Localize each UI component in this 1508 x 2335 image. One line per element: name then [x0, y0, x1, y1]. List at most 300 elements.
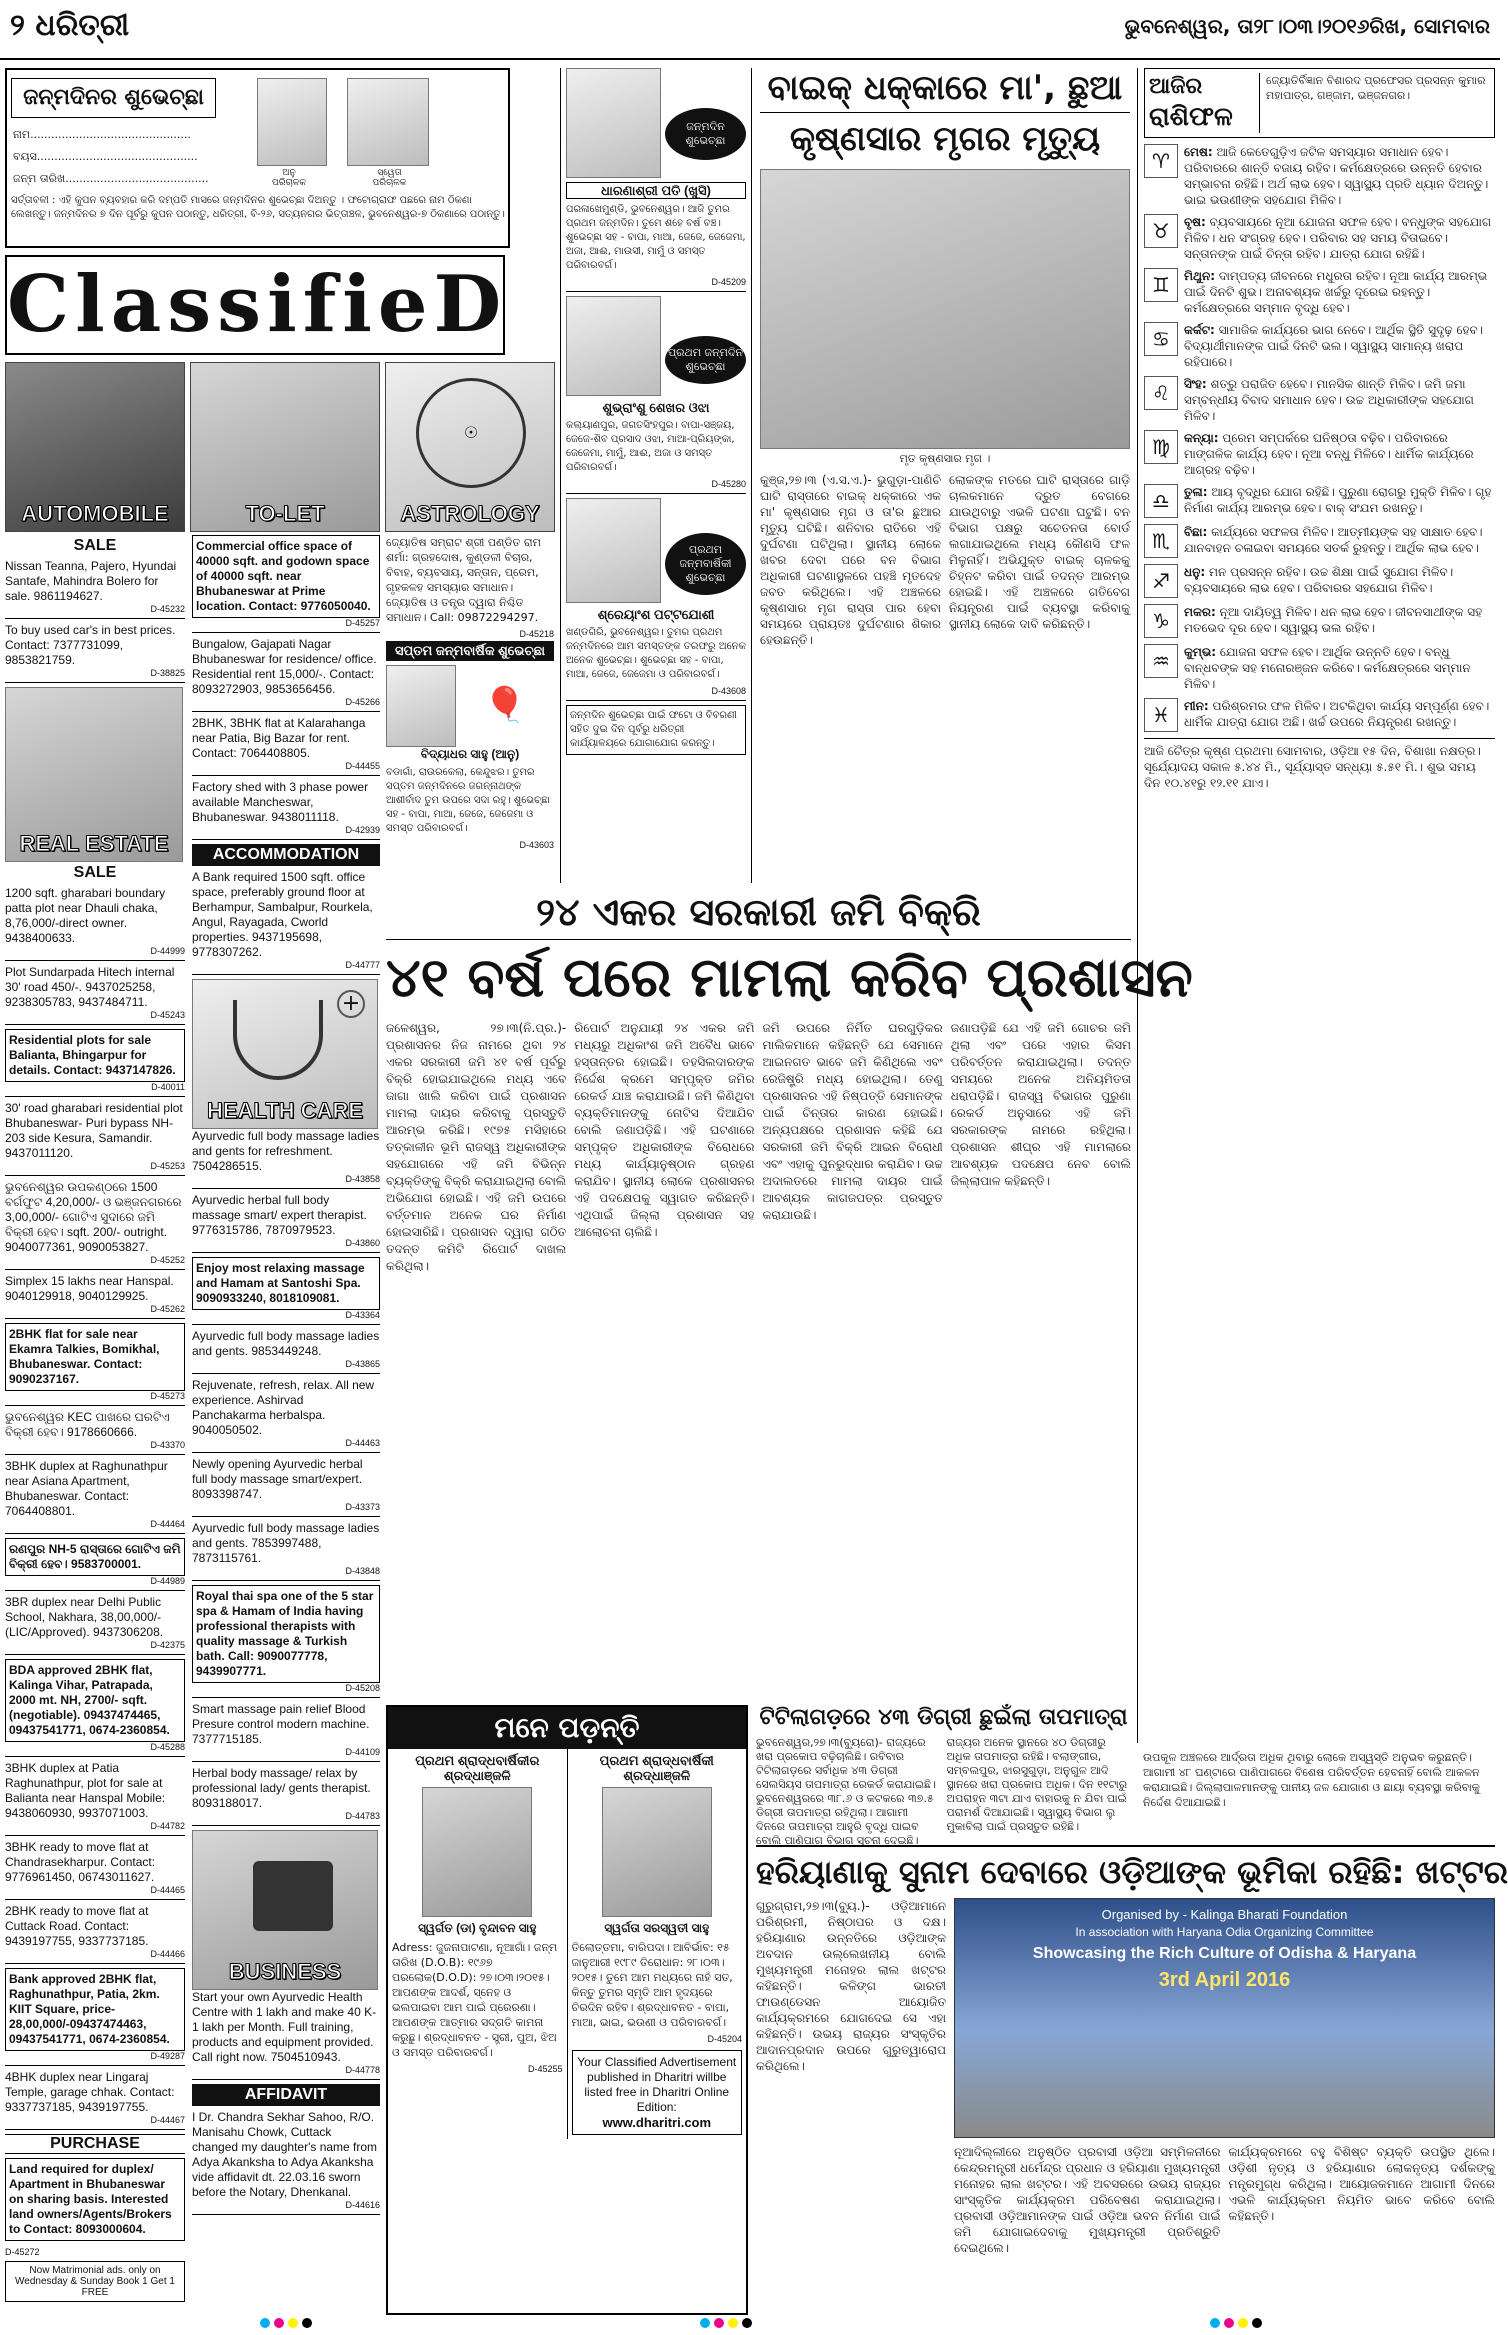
ad-text: Simplex 15 lakhs near Hanspal. 9040129918, 9040129925. [5, 1274, 174, 1303]
coupon-field-date[interactable]: ଜନ୍ମ ତାରିଖ......................................... [13, 172, 209, 185]
zodiac-icon: ♋ [1144, 322, 1178, 356]
zodiac-text-wrap [1184, 484, 1495, 518]
classified-ad [192, 1257, 380, 1325]
healthcare-ads [192, 1129, 380, 1826]
realestate-image [5, 687, 183, 862]
ad-divider [5, 1963, 185, 1964]
memorial1-code: D-45255 [527, 2064, 563, 2074]
ad-text: Nissan Teanna, Pajero, Hyundai Santafe, Mahindra Bolero for sale. 9861194627. [5, 559, 177, 603]
astrology-code: D-45218 [519, 629, 554, 639]
haryana-headline: ହରିୟାଣାକୁ ସୁନାମ ଦେବାରେ ଓଡ଼ିଆଙ୍କ ଭୂମିକା ରହିଛି: ଖଟ୍ଟର [756, 1853, 1508, 1891]
classified-ad [5, 1180, 185, 1270]
ad-divider [192, 1252, 380, 1253]
zodiac-icon: ♊ [1144, 268, 1178, 302]
zodiac-name: ସିଂହ: [1184, 377, 1207, 391]
astrology-ad: ଜ୍ୟୋତିଷ ସମ୍ରାଟ ଶ୍ରୀ ପଣ୍ଡିତ ରାମ ଶର୍ମା: ଗ୍ରହଦୋଷ, କୁଣ୍ଡଳୀ ବିଚାର, ବିବାହ, ବ୍ୟବସାୟ, ସନ୍ତାନ, ପ୍ରେମ, ଗୃହକଳହ ସମସ୍ୟାର ସମାଧାନ। ଜ୍ୟୋତିଷ ଓ ତନ୍ତ୍ର ଦ୍ୱାରା ନିଶ୍ଚିତ ସମାଧାନ। Call: 09872294297. [386, 536, 541, 624]
ad-text: ଭୁବନେଶ୍ୱର ଉପକଣ୍ଠରେ 1500 ବର୍ଗଫୁଟ 4,20,000/- ଓ ଭଞ୍ଜନଗରରେ 3,00,000/- ଗୋଟିଏ ସୁଦାରେ ଜମି ବିକ୍ରୀ ହେବ। sqft. 200/- outright. 9040077361, 9090053827. [5, 1180, 182, 1254]
zodiac-icon: ♒ [1144, 644, 1178, 678]
realestate-ads [5, 886, 185, 2130]
ad-divider [192, 1452, 380, 1453]
automobile-ads [5, 559, 185, 683]
ad-divider [192, 775, 380, 776]
baby-photo-3 [566, 498, 661, 603]
ad-text: 4BHK duplex near Lingaraj Temple, garage chhak. Contact: 9337737185, 9439197755. [5, 2070, 175, 2114]
stethoscope-icon [233, 1000, 323, 1080]
ad-code: D-43364 [345, 1310, 380, 1320]
coupon-title: ଜନ୍ମଦିନର ଶୁଭେଚ୍ଛା [11, 78, 216, 118]
zodiac-text-wrap [1184, 214, 1495, 262]
sale-heading-2: SALE [73, 864, 117, 881]
masthead [0, 0, 1500, 60]
ad-text: ରଣପୁର NH-5 ରାସ୍ତାରେ ଗୋଟିଏ ଜମି ବିକ୍ରୀ ହେବ। 9583700001. [5, 1538, 185, 1576]
ad-text: Smart massage pain relief Blood Presure control modern machine. 7377715185. [192, 1702, 370, 1746]
ad-code: D-43865 [345, 1359, 380, 1369]
zodiac-prediction: ବ୍ୟବସାୟରେ ନୂଆ ଯୋଜନା ସଫଳ ହେବ। ବନ୍ଧୁଙ୍କ ସହଯୋଗ ମିଳିବ। ଧନ ସଂଗ୍ରହ ହେବ। ପରିବାର ସହ ସମୟ ବିତାଇବେ। ସନ୍ତାନଙ୍କ ପାଇଁ ଚିନ୍ତା ରହିବ। ଯାତ୍ରା ଯୋଗ ରହିଛି। [1184, 215, 1492, 261]
ad-code: D-45262 [150, 1304, 185, 1314]
ad-divider [5, 1175, 185, 1176]
ad-code: D-45288 [150, 1742, 185, 1752]
affidavit-ads [192, 2110, 380, 2215]
classified-ad [5, 1029, 185, 1097]
zodiac-prediction: ପ୍ରେମ ସମ୍ପର୍କରେ ଘନିଷ୍ଠତା ବଢ଼ିବ। ପରିବାରରେ ମାଙ୍ଗଳିକ କାର୍ଯ୍ୟ ହେବ। ନୂଆ ବନ୍ଧୁ ମିଳିବେ। ଧାର୍ମିକ କାର୍ଯ୍ୟରେ ଆଗ୍ରହ ବଢ଼ିବ। [1184, 431, 1474, 477]
zodiac-sign [1144, 484, 1495, 518]
matrimonial-note: Now Matrimonial ads. only on Wednesday & Sunday Book 1 Get 1 FREE [5, 2261, 185, 2302]
ad-code: D-45208 [345, 1683, 380, 1693]
haryana-left-column: ଗୁରୁଗ୍ରାମ,୨୭।୩(ବ୍ୟୁ.)- ଓଡ଼ିଆମାନେ ପରିଶ୍ରମୀ, ନିଷ୍ଠାପର ଓ ଦକ୍ଷ। ହରିୟାଣାର ଉନ୍ନତିରେ ଓଡ଼ିଆଙ୍କ ଅବଦାନ ଉଲ୍ଲେଖନୀୟ ବୋଲି ମୁଖ୍ୟମନ୍ତ୍ରୀ ମନୋହର ଲାଲ ଖଟ୍ଟର କହିଛନ୍ତି। କଳିଙ୍ଗ ଭାରତୀ ଫାଉଣ୍ଡେସନ ଆୟୋଜିତ କାର୍ଯ୍ୟକ୍ରମରେ ଯୋଗଦେଇ ସେ ଏହା କହିଛନ୍ତି। ଉଭୟ ରାଜ୍ୟର ସଂସ୍କୃତିର ଆଦାନପ୍ରଦାନ ଉପରେ ଗୁରୁତ୍ୱାରୋପ କରିଥିଲେ। [756, 1899, 946, 2073]
classified-ad [192, 1990, 380, 2080]
zodiac-prediction: ସାମାଜିକ କାର୍ଯ୍ୟରେ ଭାଗ ନେବେ। ଆର୍ଥିକ ସ୍ଥିତି ସୁଦୃଢ଼ ହେବ। ବିଦ୍ୟାର୍ଥୀମାନଙ୍କ ପାଇଁ ଦିନଟି ଭଲ। ସ୍ୱାସ୍ଥ୍ୟ ସାମାନ୍ୟ ଖରାପ ରହିପାରେ। [1184, 323, 1484, 369]
accommodation-heading: ACCOMMODATION [192, 844, 380, 866]
zodiac-prediction: ପରିଶ୍ରମର ଫଳ ମିଳିବ। ଅଟକିଥିବା କାର୍ଯ୍ୟ ସମ୍ପୂର୍ଣ୍ଣ ହେବ। ଧାର୍ମିକ ଯାତ୍ରା ଯୋଗ ଅଛି। ଖର୍ଚ୍ଚ ଉପରେ ନିୟନ୍ତ୍ରଣ ରଖନ୍ତୁ। [1184, 699, 1490, 729]
horoscope-title-1: ଆଜିର [1149, 74, 1203, 99]
classified-column-1 [5, 535, 185, 2315]
ad-divider [192, 1580, 380, 1581]
wish1-name: ଧାରଣାଶ୍ରୀ ପତି (ଖୁସି) [566, 182, 746, 199]
accommodation-ads [192, 870, 380, 975]
zodiac-prediction: ମନ ପ୍ରସନ୍ନ ରହିବ। ଉଚ୍ଚ ଶିକ୍ଷା ପାଇଁ ସୁଯୋଗ ମିଳିବ। ବ୍ୟବସାୟରେ ଲାଭ ହେବ। ପରିବାରର ସହଯୋଗ ମିଳିବ। [1184, 565, 1454, 595]
ad-divider [192, 839, 380, 840]
zodiac-name: କୁମ୍ଭ: [1184, 645, 1217, 659]
zodiac-sign [1144, 564, 1495, 598]
land-body-column: ଜଳେଶ୍ୱର, ୨୭।୩(ନି.ପ୍ର.)- ପ୍ରଶାସନର ନିଜ ନାମରେ ଥିବା ୨୪ ଏକର ସରକାରୀ ଜମି ୪୧ ବର୍ଷ ପୂର୍ବରୁ ବିକ୍ରି ହୋଇଯାଇଥିଲେ ମଧ୍ୟ ଏବେ ଜାଗା ଖାଲି କରିବା ପାଇଁ ପ୍ରଶାସନ ମାମଲା ଦାୟର କରିବାକୁ ପ୍ରସ୍ତୁତି ଆରମ୍ଭ କରିଛି। ୧୯୭୫ ମସିହାରେ ତତ୍କାଳୀନ ଭୂମି ରାଜସ୍ୱ ଅଧିକାରୀଙ୍କ ସହଯୋଗରେ ଏହି ଜମି ବିଭିନ୍ନ ବ୍ୟକ୍ତିଙ୍କୁ ବିକ୍ରି କରାଯାଇଥିଲା ବୋଲି ଅଭିଯୋଗ ହୋଇଛି। ଏହି ଜମି ଉପରେ ବର୍ତ୍ତମାନ ଅନେକ ଘର ନିର୍ମାଣ ହୋଇସାରିଛି। ପ୍ରଶାସନ ଦ୍ୱାରା ଗଠିତ ତଦନ୍ତ କମିଟି ରିପୋର୍ଟ ଦାଖଲ କରିଥିଲା। [386, 1021, 567, 1273]
woman-portrait [602, 1787, 712, 1917]
ad-text: ଭୁବନେଶ୍ୱର KEC ପାଖରେ ଘରଟିଏ ବିକ୍ରୀ ହେବ। 9178660666. [5, 1410, 170, 1439]
memorial1-text: Adress: ଜୁଜନାପାଟଣା, ନୂଆଗାଁ। ଜନ୍ମ ତାରିଖ (D.O.B): ୧୯୬୭ ପରଲୋକ(D.O.D): ୨୭।୦୩।୨୦୧୫। ଆପଣଙ୍କ ଆଦର୍ଶ, ସ୍ନେହ ଓ ଭଲପାଇବା ଆମ ପାଇଁ ପ୍ରେରଣା। ଆପଣଙ୍କ ଆତ୍ମାର ସଦ୍ଗତି କାମନା କରୁଛୁ। ଶ୍ରଦ୍ଧାବନତ - ସ୍ତ୍ରୀ, ପୁଅ, ଝିଅ ଓ ସମସ୍ତ ପରିବାରବର୍ଗ। [392, 1941, 558, 2059]
haryana-story [756, 1845, 1508, 2315]
ad-text: 3BR duplex near Delhi Public School, Nakhara, 38,00,000/- (LIC/Approved). 9437306208. [5, 1595, 164, 1639]
classified-ad [5, 1761, 185, 1836]
astrology-image [385, 362, 555, 532]
ad-divider [192, 974, 380, 975]
registration-mark [728, 2318, 738, 2328]
classified-ad [192, 637, 380, 712]
classified-ad [5, 1968, 185, 2066]
zodiac-icon: ♈ [1144, 144, 1178, 178]
zodiac-icon: ♌ [1144, 376, 1178, 410]
ad-text: Rejuvenate, refresh, relax. All new experience. Ashirvad Panchakarma herbalspa. 9040050502. [192, 1378, 375, 1437]
ad-divider [5, 618, 185, 619]
heat-body-continued: ଉପକୂଳ ଅଞ୍ଚଳରେ ଆର୍ଦ୍ରତା ଅଧିକ ଥିବାରୁ ଲୋକେ ଅସ୍ୱସ୍ତି ଅନୁଭବ କରୁଛନ୍ତି। ଆଗାମୀ ୪୮ ଘଣ୍ଟାରେ ପାଣିପାଗରେ ବିଶେଷ ପରିବର୍ତ୍ତନ ହେବନାହିଁ ବୋଲି ଆକଳନ କରାଯାଇଛି। ଜିଲ୍ଲାପାଳମାନଙ୍କୁ ପାନୀୟ ଜଳ ଯୋଗାଣ ଓ ଛାୟା ବ୍ୟବସ୍ଥା କରିବାକୁ ନିର୍ଦ୍ଦେଶ ଦିଆଯାଇଛି। [1143, 1751, 1480, 1809]
ad-code: D-45232 [150, 604, 185, 614]
deer-story [760, 68, 1130, 883]
ad-divider [5, 1096, 185, 1097]
zodiac-text-wrap [1184, 644, 1495, 692]
ad-code: D-42375 [150, 1640, 185, 1650]
seventh-birthday-text: ବଡାଗାଁ, ରାଉରକେଲା, କେନ୍ଦୁଝର। ତୁମର ସପ୍ତମ ଜନ୍ମଦିନରେ ଜଗନ୍ନାଥଙ୍କ ଆଶୀର୍ବାଦ ତୁମ ଉପରେ ସଦା ରହୁ। ଶୁଭେଚ୍ଛା ସହ - ବାପା, ମାଆ, ଜେଜେ, ଜେଜେମା ଓ ସମସ୍ତ ପରିବାରବର୍ଗ। [386, 767, 550, 834]
ad-code: D-45252 [150, 1255, 185, 1265]
ad-divider [5, 1318, 185, 1319]
classified-ad [192, 1129, 380, 1189]
ad-text: 3BHK duplex at Raghunathpur near Asiana Apartment, Bhubaneswar. Contact: 7064408801. [5, 1459, 168, 1518]
zodiac-name: ବୃଷ: [1184, 215, 1206, 229]
ad-divider [192, 2079, 380, 2080]
tolet-ads [192, 535, 380, 840]
zodiac-sign [1144, 698, 1495, 732]
ad-code: D-44466 [150, 1949, 185, 1959]
heat-story [756, 1705, 1131, 1847]
ad-code: D-49287 [150, 2051, 185, 2061]
seventh-birthday-code: D-43603 [519, 840, 554, 850]
zodiac-sign [1144, 604, 1495, 638]
wish1-text: ପରଳାଖେମୁଣ୍ଡି, ଭୁବନେଶ୍ୱର। ଆଜି ତୁମର ପ୍ରଥମ ଜନ୍ମଦିନ। ତୁମେ ଶହେ ବର୍ଷ ବଞ୍ଚ। ଶୁଭେଚ୍ଛା ସହ - ବାପା, ମାଆ, ଜେଜେ, ଜେଜେମା, ଅଜା, ଆଈ, ମାଉସୀ, ମାମୁଁ ଓ ସମସ୍ତ ପରିବାରବର୍ଗ। [566, 204, 746, 271]
zodiac-sign [1144, 644, 1495, 692]
photo-caption-2: ସ୍ୱେତା ପରିଚାଳକ [372, 168, 407, 188]
ad-code: D-44465 [150, 1885, 185, 1895]
classified-ad [5, 1904, 185, 1964]
classified-ad [5, 1274, 185, 1319]
wish2-heading: ପ୍ରଥମ ଜନ୍ମଦିନ ଶୁଭେଚ୍ଛା [665, 336, 746, 384]
ad-divider [5, 1454, 185, 1455]
zodiac-prediction: ନୂଆ ଦାୟିତ୍ୱ ମିଳିବ। ଧନ ଲାଭ ହେବ। ଜୀବନସାଥୀଙ୍କ ସହ ମତଭେଦ ଦୂର ହେବ। ସ୍ୱାସ୍ଥ୍ୟ ଭଲ ରହିବ। [1184, 605, 1483, 635]
medical-cross-icon: + [337, 990, 365, 1018]
zodiac-wheel-icon: ☉ [416, 378, 526, 488]
ad-code: D-40011 [151, 1082, 185, 1092]
ad-divider [5, 960, 185, 961]
horoscope-footer: ଆଜି ଚୈତ୍ର କୃଷ୍ଣ ପ୍ରଥମା ସୋମବାର, ଓଡ଼ିଆ ୧୫ ଦିନ, ବିଶାଖା ନକ୍ଷତ୍ର। ସୂର୍ଯ୍ୟୋଦୟ ସକାଳ ୫.୪୪ ମି., ସୂର୍ଯ୍ୟାସ୍ତ ସନ୍ଧ୍ୟା ୫.୫୧ ମି.। ଶୁଭ ସମୟ ଦିନ ୧୦.୪୧ରୁ ୧୨.୧୧ ଯାଏ। [1144, 738, 1495, 791]
ad-text: Bungalow, Gajapati Nagar Bhubaneswar for residence/ office. Residential rent 15,000/-. Contact: 8093272903, 9853656456. [192, 637, 377, 696]
child-photo-2 [347, 78, 429, 166]
zodiac-name: ମେଷ: [1184, 145, 1213, 159]
classified-column-2 [192, 535, 380, 2315]
ad-divider [192, 1373, 380, 1374]
birthday-coupon [5, 68, 510, 248]
ad-code: D-44616 [345, 2200, 380, 2210]
deer-body-col-2: ଲୋକଙ୍କ ମତରେ ଘାଟି ରାସ୍ତାରେ ଗାଡ଼ି ଚାଲକମାନେ ଦ୍ରୁତ ବେଗରେ ଯାଉଥିବାରୁ ଏଭଳି ଘଟଣା ଘଟୁଛି। ବନ ବିଭାଗ ପକ୍ଷରୁ ସଚେତନତା ବୋର୍ଡ ଲଗାଯାଇଥିଲେ ମଧ୍ୟ କୌଣସି ଫଳ ମିଳୁନାହିଁ। ଅଭିଯୁକ୍ତ ବାଇକ୍ ଚାଳକକୁ ଚିହ୍ନଟ କରିବା ପାଇଁ ତଦନ୍ତ ଆରମ୍ଭ ହୋଇଛି। ଏହି ଅଞ୍ଚଳରେ ଗତିବେଗ ନିୟନ୍ତ୍ରଣ ପାଇଁ ବ୍ୟବସ୍ଥା କରିବାକୁ ସ୍ଥାନୀୟ ଲୋକେ ଦାବି କରିଛନ୍ତି। [949, 473, 1130, 631]
purchase-heading: PURCHASE [5, 2134, 185, 2154]
registration-mark [274, 2318, 284, 2328]
baby-photo-1 [566, 68, 661, 178]
tolet-image [190, 362, 380, 532]
ad-divider [5, 1756, 185, 1757]
ad-text: Ayurvedic full body massage ladies and gents. 7853997488, 7873115761. [192, 1521, 380, 1565]
ad-text: Newly opening Ayurvedic herbal full body massage smart/expert. 8093398747. [192, 1457, 363, 1501]
land-body-column: ଜମି ଉପରେ ନିର୍ମିତ ଘରଗୁଡ଼ିକର ମାଲିକମାନେ କହିଛନ୍ତି ଯେ ସେମାନେ ଆଇନଗତ ଭାବେ ଜମି କିଣିଥିଲେ ଏବଂ ରେଜିଷ୍ଟ୍ରି ମଧ୍ୟ ହୋଇଥିଲା। ତେଣୁ ପ୍ରଶାସନର ଏହି ନିଷ୍ପତ୍ତି ସେମାନଙ୍କ ପାଇଁ ଚିନ୍ତାର କାରଣ ହୋଇଛି। ଅନ୍ୟପକ୍ଷରେ ପ୍ରଶାସନ କହିଛି ଯେ ସରକାରୀ ଜମି ବିକ୍ରି ଆଇନ ବିରୋଧୀ ଏବଂ ଏହାକୁ ପୁନରୁଦ୍ଧାର କରାଯିବ। ଉଚ୍ଚ ଅଦାଲତରେ ମାମଲା ଦାୟର ପାଇଁ ଆବଶ୍ୟକ କାଗଜପତ୍ର ପ୍ରସ୍ତୁତ କରାଯାଉଛି। [762, 1021, 943, 1222]
zodiac-prediction: ଆଜି କେତେଗୁଡ଼ିଏ ଜଟିଳ ସମସ୍ୟାର ସମାଧାନ ହେବ। ପରିବାରରେ ଶାନ୍ତି ବଜାୟ ରହିବ। କର୍ମକ୍ଷେତ୍ରରେ ଉନ୍ନତି ହେବାର ସମ୍ଭାବନା ରହିଛି। ଅର୍ଥ ଲାଭ ହେବ। ସ୍ୱାସ୍ଥ୍ୟ ପ୍ରତି ଧ୍ୟାନ ଦିଅନ୍ତୁ। ଭାଇ ଭଉଣୀଙ୍କ ସହଯୋଗ ମିଳିବ। [1184, 145, 1489, 207]
zodiac-icon: ♐ [1144, 564, 1178, 598]
ad-text: 3BHK duplex at Patia Raghunathpur, plot for sale at Balianta near Hanspal Mobile: 9438060930, 9937071003. [5, 1761, 166, 1820]
ad-text: I Dr. Chandra Sekhar Sahoo, R/O. Manisahu Chowk, Cuttack changed my daughter's name from Adya Akanksha to Adya Akanksha vide affidavit dt. 22.03.16 sworn before the Notary, Dhenkanal. [192, 2110, 378, 2199]
classified-ad [5, 1595, 185, 1655]
zodiac-text-wrap [1184, 698, 1495, 732]
sale-heading: SALE [73, 537, 117, 554]
classified-ad [5, 1538, 185, 1591]
ad-text: Ayurvedic full body massage ladies and gents for refreshment. 7504286515. [192, 1129, 380, 1173]
ad-text: Start your own Ayurvedic Health Centre with 1 lakh and make 40 K-1 lakh per Month. Full training, products and equipment provided. Call right now. 7504510943. [192, 1990, 377, 2064]
ad-code: D-43373 [345, 1502, 380, 1512]
classified-ad [192, 1193, 380, 1253]
zodiac-sign [1144, 430, 1495, 478]
classified-ad [192, 1329, 380, 1374]
banner-line-3: Showcasing the Rich Culture of Odisha & Haryana [1032, 1945, 1417, 1962]
classified-ad [5, 886, 185, 961]
deer-headline-1: ବାଇକ୍ ଧକ୍କାରେ ମା', ଛୁଆ [760, 68, 1130, 113]
ad-code: D-44467 [150, 2115, 185, 2125]
ad-divider [192, 1516, 380, 1517]
ad-code: D-45266 [345, 697, 380, 707]
ad-code: D-44109 [345, 1747, 380, 1757]
healthcare-image [192, 979, 378, 1129]
classified-ad [5, 1459, 185, 1534]
event-banner-photo [954, 1898, 1495, 2138]
zodiac-icon: ♏ [1144, 524, 1178, 558]
ad-text: Plot Sundarpada Hitech internal 30' road 450/-. 9437025258, 9238305783, 9437484711. [5, 965, 175, 1009]
coupon-conditions: ସର୍ତ୍ତାବଳୀ : ଏହି କୁପନ ବ୍ୟବହାର କରି ଦମ୍ପତି ମାସରେ ଜନ୍ମଦିନର ଶୁଭେଚ୍ଛା ଦିଅନ୍ତୁ । ଫଟୋଗ୍ରାଫ ପଛରେ ନାମ ଠିକଣା ଲେଖନ୍ତୁ। ଜନ୍ମଦିନର ୭ ଦିନ ପୂର୍ବରୁ କୁପନ ପଠାନ୍ତୁ, ଧରିତ୍ରୀ, ବି-୨୬, ସତ୍ୟନଗର ଭିତ୍ତାଞ୍ଚଳ, ଭୁବନେଶ୍ୱର-୭ ଠିକଣାରେ ପଠାନ୍ତୁ। [11, 195, 505, 220]
haryana-body-col-2: କାର୍ଯ୍ୟକ୍ରମରେ ବହୁ ବିଶିଷ୍ଟ ବ୍ୟକ୍ତି ଉପସ୍ଥିତ ଥିଲେ। ଓଡ଼ିଶୀ ନୃତ୍ୟ ଓ ହରିୟାଣାର ଲୋକନୃତ୍ୟ ଦର୍ଶକଙ୍କୁ ମନ୍ତ୍ରମୁଗ୍ଧ କରିଥିଲା। ଆୟୋଜକମାନେ ଆଗାମୀ ଦିନରେ ଏଭଳି କାର୍ଯ୍ୟକ୍ରମ ନିୟମିତ ଭାବେ କରିବେ ବୋଲି କହିଛନ୍ତି। [1228, 2145, 1495, 2223]
ad-code: D-43858 [345, 1174, 380, 1184]
classified-title: ClassifieD [5, 255, 505, 355]
ad-code: D-44999 [150, 946, 185, 956]
child-photo-1 [257, 78, 327, 166]
man-portrait [422, 1787, 532, 1917]
banner-line-1: Organised by - Kalinga Bharati Foundation [1101, 1907, 1348, 1922]
wish2-name: ଶୁଭ୍ରାଂଶୁ ଶେଖର ଓଝା [602, 400, 710, 415]
zodiac-sign [1144, 322, 1495, 370]
zodiac-text-wrap [1184, 144, 1495, 208]
banner-line-4: 3rd April 2016 [1158, 1969, 1291, 1991]
wish3-name: ଶ୍ରେୟାଂଶ ପଟ୍ଟଯୋଶୀ [597, 607, 715, 622]
seventh-birthday-name: ବିଦ୍ୟାଧର ସାହୁ (ଆନୁ) [420, 747, 520, 761]
ad-text: A Bank required 1500 sqft. office space, preferably ground floor at Berhampur, Sambalpur, Rourkela, Angul, Rayagada, Cworld properties. 9437195698, 9778307262. [192, 870, 373, 959]
ad-code: D-45273 [150, 1391, 185, 1401]
zodiac-icon: ♍ [1144, 430, 1178, 464]
memorial-section [386, 1705, 748, 2315]
ad-code: D-44455 [345, 761, 380, 771]
ad-text: Commercial office space of 40000 sqft. and godown space of 40000 sqft. near Bhubaneswar at Prime location. Contact: 9776050040. [192, 535, 380, 618]
zodiac-signs-list [1144, 144, 1495, 732]
deer-body-col-1: କୁଞ୍ଜ,୨୭।୩ (ଏ.ସ.ଏ.)- ଭୁଗୁଡ଼ା-ପାଣିଚି ଘାଟି ରାସ୍ତାରେ ବାଇକ୍ ଧକ୍କାରେ ଏକ ମା' କୃଷ୍ଣସାର ମୃଗ ଓ ତା'ର ଛୁଆର ମୃତ୍ୟୁ ଘଟିଛି। ଶନିବାର ରାତିରେ ଏହି ଦୁର୍ଘଟଣା ଘଟିଥିଲା। ସ୍ଥାନୀୟ ଲୋକେ ଖବର ଦେବା ପରେ ବନ ବିଭାଗ ଅଧିକାରୀ ଘଟଣାସ୍ଥଳରେ ପହଞ୍ଚି ମୃତଦେହ ଜବତ କରିଥିଲେ। ଏହି ଅଞ୍ଚଳରେ କୃଷ୍ଣସାର ମୃଗ ରାସ୍ତା ପାର ହେବା ସମୟରେ ପ୍ରାୟତଃ ଦୁର୍ଘଟଣାର ଶିକାର ହେଉଛନ୍ତି। [760, 473, 941, 647]
coupon-field-age[interactable]: ବୟସ.............................................. [13, 150, 198, 163]
ad-divider [5, 2129, 185, 2130]
zodiac-sign [1144, 268, 1495, 316]
ad-text: 3BHK ready to move flat at Chandrasekharpur. Contact: 9776961450, 06743011627. [5, 1840, 156, 1884]
classified-ad [5, 559, 185, 619]
zodiac-prediction: ଶତ୍ରୁ ପରାଜିତ ହେବେ। ମାନସିକ ଶାନ୍ତି ମିଳିବ। ଜମି ଜମା ସମ୍ବନ୍ଧୀୟ ବିବାଦ ସମାଧାନ ହେବ। ଉଚ୍ଚ ଅଧିକାରୀଙ୍କ ସହଯୋଗ ମିଳିବ। [1184, 377, 1474, 423]
classified-ad [192, 1702, 380, 1762]
coupon-field-name[interactable]: ନାମ.............................................. [13, 128, 191, 141]
business-image [192, 1830, 378, 1990]
ad-divider [192, 1697, 380, 1698]
birthday-wishes-column [560, 68, 752, 883]
classified-ad [192, 716, 380, 776]
deer-photo-caption: ମୃତ କୃଷ୍ଣସାର ମୃଗ । [899, 452, 991, 465]
boy-photo [386, 665, 456, 747]
zodiac-name: ତୁଳା: [1184, 485, 1208, 499]
heat-body [756, 1736, 1131, 1852]
zodiac-name: କନ୍ୟା: [1184, 431, 1219, 445]
ad-text: To buy used car's in best prices. Contact: 7377731099, 9853821759. [5, 623, 176, 667]
heat-body-column: ଭୁବନେଶ୍ୱର,୨୭।୩(ବ୍ୟୁରୋ)- ରାଜ୍ୟରେ ଖରା ପ୍ରକୋପ ବଢ଼ିଚାଲିଛି। ରବିବାର ଟିଟିଲାଗଡ଼ରେ ସର୍ବାଧିକ ୪୩ ଡିଗ୍ରୀ ସେଲସିୟସ ତାପମାତ୍ରା ରେକର୍ଡ କରାଯାଇଛି। ଭୁବନେଶ୍ୱରରେ ୩୮.୬ ଓ କଟକରେ ୩୭.୫ ଡିଗ୍ରୀ ତାପମାତ୍ରା ରହିଥିଲା। ଆଗାମୀ ଦିନରେ ତାପମାତ୍ରା ଆହୁରି ବୃଦ୍ଧି ପାଇବ ବୋଲି ପାଣିପାଗ ବିଭାଗ ସୂଚନା ଦେଇଛି। [756, 1736, 936, 1847]
wish2-text: କଲ୍ୟାଣପୁର, ଜଗତସିଂହପୁର। ବାପା-ସଞ୍ଜୟ, ଜେଜେ-ଶିବ ପ୍ରସାଦ ଓଝା, ମାଆ-ପ୍ରିୟଙ୍କା, ଜେଜେମା, ମାମୁଁ, ଆଈ, ଅଜା ଓ ସମସ୍ତ ପରିବାରବର୍ଗ। [566, 420, 735, 473]
zodiac-prediction: କାର୍ଯ୍ୟରେ ସଫଳତା ମିଳିବ। ଆତ୍ମୀୟଙ୍କ ସହ ସାକ୍ଷାତ ହେବ। ଯାନବାହନ ଚଳାଇବା ସମୟରେ ସତର୍କ ରୁହନ୍ତୁ। ଆର୍ଥିକ ଲାଭ ହେବ। [1184, 525, 1483, 555]
ad-code: D-45243 [150, 1010, 185, 1020]
zodiac-prediction: ଦାମ୍ପତ୍ୟ ଜୀବନରେ ମଧୁରତା ରହିବ। ନୂଆ କାର୍ଯ୍ୟ ଆରମ୍ଭ ପାଇଁ ଦିନଟି ଶୁଭ। ଅନାବଶ୍ୟକ ଖର୍ଚ୍ଚରୁ ଦୂରେଇ ରହନ୍ତୁ। କର୍ମକ୍ଷେତ୍ରରେ ସମ୍ମାନ ବୃଦ୍ଧି ହେବ। [1184, 269, 1488, 315]
registration-mark [302, 2318, 312, 2328]
deer-headline-2: କୃଷ୍ଣସାର ମୃଗର ମୃତ୍ୟୁ [789, 119, 1101, 159]
photo-caption-1: ଅନୁ ପରିଚାଳକ [272, 168, 306, 188]
wish1-heading: ଜନ୍ମଦିନ ଶୁଭେଚ୍ଛା [665, 108, 746, 160]
memorial1-heading: ପ୍ରଥମ ଶ୍ରାଦ୍ଧବାର୍ଷିକୀର ଶ୍ରଦ୍ଧାଞ୍ଜଳି [415, 1753, 540, 1783]
ad-text: 30' road gharabari residential plot Bhubaneswar- Puri bypass NH-203 side Kesura, Samandir. 9437011120. [5, 1101, 183, 1160]
zodiac-name: ବିଛା: [1184, 525, 1208, 539]
registration-mark [1252, 2318, 1262, 2328]
zodiac-text-wrap [1184, 524, 1495, 558]
ad-divider [192, 1188, 380, 1189]
zodiac-text-wrap [1184, 322, 1495, 370]
zodiac-sign [1144, 144, 1495, 208]
horoscope-title-2: ରାଶିଫଳ [1149, 102, 1233, 132]
classified-ad [192, 2110, 380, 2215]
registration-mark [288, 2318, 298, 2328]
land-body [386, 1020, 1131, 1279]
horoscope-column [1137, 68, 1495, 1743]
zodiac-sign [1144, 214, 1495, 262]
zodiac-name: ମିଥୁନ: [1184, 269, 1216, 283]
wish3-code: D-43608 [711, 686, 746, 696]
ad-text: 2BHK flat for sale near Ekamra Talkies, Bomikhal, Bhubaneswar. Contact: 9090237167. [5, 1323, 185, 1391]
zodiac-icon: ♎ [1144, 484, 1178, 518]
ad-code: D-44782 [150, 1821, 185, 1831]
classified-ad [5, 1840, 185, 1900]
memorial2-text: ତିଲୋତ୍ତମା, ବାରିପଦା। ଆବିର୍ଭାବ: ୧୫ ଜାନୁଆରୀ ୧୯୮୯ ତିରୋଧାନ: ୨୮।୦୩।୨୦୧୫। ତୁମେ ଆମ ମଧ୍ୟରେ ନାହଁ ସତ, କିନ୍ତୁ ତୁମର ସ୍ମୃତି ଆମ ହୃଦୟରେ ଚିରଦିନ ରହିବ। ଶ୍ରଦ୍ଧାବନତ - ବାପା, ମାଆ, ଭାଇ, ଭଉଣୀ ଓ ପରିବାରବର୍ଗ। [571, 1941, 733, 2029]
ad-text: Herbal body massage/ relax by professional lady/ gents therapist. 8093188017. [192, 1766, 371, 1810]
automobile-image [5, 362, 185, 532]
ad-divider [192, 1324, 380, 1325]
wish3-heading: ପ୍ରଥମ ଜନ୍ମବାର୍ଷିକୀ ଶୁଭେଚ୍ଛା [665, 533, 746, 595]
land-kicker: ୨୪ ଏକର ସରକାରୀ ଜମି ବିକ୍ରି [386, 890, 1131, 940]
registration-mark [260, 2318, 270, 2328]
ad-text: Enjoy most relaxing massage and Hamam at Santoshi Spa. 9090933240, 8018109081. [192, 1257, 380, 1310]
ad-divider [192, 632, 380, 633]
ad-divider [5, 1269, 185, 1270]
dead-deer-photo [760, 169, 1130, 449]
heat-headline: ଟିଟିଲାଗଡ଼ରେ ୪୩ ଡିଗ୍ରୀ ଛୁଇଁଲା ତାପମାତ୍ରା [759, 1705, 1128, 1730]
classified-ad [192, 1766, 380, 1826]
ad-code: D-42939 [345, 825, 380, 835]
classified-ad [192, 1521, 380, 1581]
wish3-text: ଖଣ୍ଡଗିରି, ଭୁବନେଶ୍ୱର। ତୁମର ପ୍ରଥମ ଜନ୍ମଦିନରେ ଆମ ସମସ୍ତଙ୍କ ତରଫରୁ ଅନେକ ଅନେକ ଶୁଭେଚ୍ଛା। ଶୁଭେଚ୍ଛା ସହ - ବାପା, ମାଆ, ଜେଜେ, ଜେଜେମା ଓ ପରିବାରବର୍ଗ। [566, 627, 746, 680]
ad-divider [5, 1533, 185, 1534]
ad-code: D-43370 [150, 1440, 185, 1450]
page-number-and-logo: ୨ ଧରିତ୍ରୀ [10, 8, 130, 43]
memorial-title: ମନେ ପଡ଼ନ୍ତି [388, 1707, 746, 1749]
ad-divider [5, 1405, 185, 1406]
zodiac-name: ମୀନ: [1184, 699, 1209, 713]
online-promo-url[interactable]: www.dharitri.com [602, 2115, 712, 2130]
land-body-column: ଜଣାପଡ଼ିଛି ଯେ ଏହି ଜମି ଗୋଚର ଜମି ଥିଲା ଏବଂ ପରେ ଏହାର କିସମ ପରିବର୍ତ୍ତନ କରାଯାଇଥିଲା। ତଦନ୍ତ ସମୟରେ ଅନେକ ଅନିୟମିତତା ଧରାପଡ଼ିଛି। ରାଜସ୍ୱ ବିଭାଗର ପୁରୁଣା ରେକର୍ଡ ଅନୁସାରେ ଏହି ଜମି ସରକାରଙ୍କ ନାମରେ ରହିଥିଲା। ପ୍ରଶାସନ ଶୀଘ୍ର ଏହି ମାମଲାରେ ଆବଶ୍ୟକ ପଦକ୍ଷେପ ନେବ ବୋଲି ଜିଲ୍ଲାପାଳ କହିଛନ୍ତି। [950, 1021, 1131, 1188]
ad-divider [192, 711, 380, 712]
classified-ad [192, 1457, 380, 1517]
land-story [386, 890, 1193, 1700]
healthcare-label: HEALTH CARE [206, 1098, 364, 1123]
zodiac-icon: ♉ [1144, 214, 1178, 248]
classified-ad [5, 2070, 185, 2130]
zodiac-sign [1144, 524, 1495, 558]
memorial2-code: D-45204 [707, 2034, 742, 2044]
ad-code: D-44778 [345, 2065, 380, 2075]
registration-mark [1224, 2318, 1234, 2328]
ad-divider [5, 1899, 185, 1900]
classified-ad [5, 965, 185, 1025]
classified-ad [5, 1410, 185, 1455]
ad-code: D-43848 [345, 1566, 380, 1576]
ad-text: BDA approved 2BHK flat, Kalinga Vihar, Patrapada, 2000 mt. NH, 2700/- sqft. (negotiable). 09437474465, 09437541771, 0674-2360854. [5, 1659, 185, 1742]
memorial2-name: ସ୍ୱର୍ଗତା ସରସ୍ୱତୀ ସାହୁ [604, 1921, 710, 1935]
ad-text: Ayurvedic full body massage ladies and gents. 9853449248. [192, 1329, 380, 1358]
seventh-birthday-heading: ସପ୍ତମ ଜନ୍ମବାର୍ଷିକ ଶୁଭେଚ୍ଛା [386, 641, 554, 661]
ad-text: Residential plots for sale Balianta, Bhingarpur for details. Contact: 9437147826. [5, 1029, 185, 1082]
registration-mark [742, 2318, 752, 2328]
classified-ad [5, 1323, 185, 1406]
briefcase-icon [253, 1861, 333, 1931]
wish2-code: D-45280 [711, 479, 746, 489]
wish-notice: ଜନ୍ମଦିନ ଶୁଭେଚ୍ଛା ପାଇଁ ଫଟୋ ଓ ବିବରଣୀ ସହିତ ଦୁଇ ଦିନ ପୂର୍ବରୁ ଧରିତ୍ରୀ କାର୍ଯ୍ୟାଳୟରେ ଯୋଗାଯୋଗ କରନ୍ତୁ। [566, 705, 746, 755]
ad-code: D-44783 [345, 1811, 380, 1821]
zodiac-prediction: ଆୟ ବୃଦ୍ଧିର ଯୋଗ ରହିଛି। ପୁରୁଣା ରୋଗରୁ ମୁକ୍ତି ମିଳିବ। ଗୃହ ନିର୍ମାଣ କାର୍ଯ୍ୟ ଆରମ୍ଭ ହେବ। ବାକ୍ ସଂଯମ ରଖନ୍ତୁ। [1184, 485, 1492, 515]
zodiac-icon: ♓ [1144, 698, 1178, 732]
ad-divider [5, 682, 185, 683]
astrology-column [386, 535, 554, 885]
zodiac-text-wrap [1184, 376, 1495, 424]
ad-text: 2BHK, 3BHK flat at Kalarahanga near Patia, Big Bazar for rent. Contact: 7064408805. [192, 716, 366, 760]
ad-divider [5, 1654, 185, 1655]
horoscope-byline: ଜ୍ୟୋତିର୍ବିଜ୍ଞାନ ବିଶାରଦ ପ୍ରଫେସର ପ୍ରସନ୍ନ କୁମାର ମହାପାତ୍ର, ଗଞ୍ଜାମ, ଭଞ୍ଜନଗର। [1259, 73, 1490, 133]
dateline: ଭୁବନେଶ୍ୱର, ତା୨୮।୦୩।୨୦୧୬ରିଖ, ସୋମବାର [1124, 14, 1490, 38]
zodiac-text-wrap [1184, 564, 1495, 598]
land-body-column: ରିପୋର୍ଟ ଅନୁଯାୟୀ ୨୪ ଏକର ଜମି ମଧ୍ୟରୁ ଅଧିକାଂଶ ଜମି ଅବୈଧ ଭାବେ ହସ୍ତାନ୍ତର ହୋଇଛି। ତହସିଲଦାରଙ୍କ ନିର୍ଦ୍ଦେଶ କ୍ରମେ ସମ୍ପୃକ୍ତ ଜମିର ରେକର୍ଡ ଯାଞ୍ଚ କରାଯାଉଛି। ଜମି କିଣିଥିବା ବ୍ୟକ୍ତିମାନଙ୍କୁ ନୋଟିସ ଦିଆଯିବ ବୋଲି ଜଣାପଡ଼ିଛି। ଏହି ଘଟଣାରେ ସମ୍ପୃକ୍ତ ଅଧିକାରୀଙ୍କ ବିରୋଧରେ ମଧ୍ୟ କାର୍ଯ୍ୟାନୁଷ୍ଠାନ ଗ୍ରହଣ କରାଯିବ। ସ୍ଥାନୀୟ ଲୋକେ ପ୍ରଶାସନର ଏହି ପଦକ୍ଷେପକୁ ସ୍ୱାଗତ କରିଛନ୍ତି। ଏଥିପାଇଁ ଜିଲ୍ଲା ପ୍ରଶାସନ ସହ ଆଲୋଚନା ଚାଲିଛି। [574, 1021, 755, 1239]
realestate-label: REAL ESTATE [19, 831, 169, 856]
classified-ad [5, 623, 185, 683]
zodiac-sign [1144, 376, 1495, 424]
ad-code: D-38825 [150, 668, 185, 678]
business-ads [192, 1990, 380, 2080]
classified-ad [192, 1585, 380, 1698]
ad-text: Factory shed with 3 phase power available Mancheswar, Bhubaneswar. 9438011118. [192, 780, 369, 824]
zodiac-text-wrap [1184, 430, 1495, 478]
classified-ad [5, 1659, 185, 1757]
memorial2-heading: ପ୍ରଥମ ଶ୍ରାଦ୍ଧବାର୍ଷିକୀ ଶ୍ରଦ୍ଧାଞ୍ଜଳି [599, 1753, 714, 1783]
heat-body-column: ରାଜ୍ୟର ଅନେକ ସ୍ଥାନରେ ୪୦ ଡିଗ୍ରୀରୁ ଅଧିକ ତାପମାତ୍ରା ରହିଛି। ବଲାଙ୍ଗୀର, ସମ୍ବଲପୁର, ଝାରସୁଗୁଡ଼ା, ଅନୁଗୁଳ ଆଦି ସ୍ଥାନରେ ଖରା ପ୍ରକୋପ ଅଧିକ। ଦିନ ୧୧ଟାରୁ ଅପରାହ୍ନ ୩ଟା ଯାଏ ବାହାରକୁ ନ ଯିବା ପାଇଁ ପରାମର୍ଶ ଦିଆଯାଇଛି। ସ୍ୱାସ୍ଥ୍ୟ ବିଭାଗ ଲୁ ମୁକାବିଲା ପାଇଁ ପ୍ରସ୍ତୁତ ରହିଛି। [946, 1736, 1128, 1833]
zodiac-text-wrap [1184, 604, 1495, 638]
ad-divider [5, 1590, 185, 1591]
tolet-label: TO-LET [245, 501, 325, 526]
ad-code: D-45257 [345, 618, 380, 628]
haryana-body-col-1: ନୂଆଦିଲ୍ଲୀରେ ଅନୁଷ୍ଠିତ ପ୍ରବାସୀ ଓଡ଼ିଆ ସମ୍ମିଳନୀରେ କେନ୍ଦ୍ରମନ୍ତ୍ରୀ ଧର୍ମେନ୍ଦ୍ର ପ୍ରଧାନ ଓ ହରିୟାଣା ମୁଖ୍ୟମନ୍ତ୍ରୀ ମନୋହର ଲାଲ ଖଟ୍ଟର। ଏହି ଅବସରରେ ଉଭୟ ରାଜ୍ୟର ସାଂସ୍କୃତିକ କାର୍ଯ୍ୟକ୍ରମ ପରିବେଷଣ କରାଯାଇଥିଲା। ପ୍ରବାସୀ ଓଡ଼ିଆମାନଙ୍କ ପାଇଁ ଓଡ଼ିଆ ଭବନ ନିର୍ମାଣ ପାଇଁ ଜମି ଯୋଗାଇଦେବାକୁ ମୁଖ୍ୟମନ୍ତ୍ରୀ ପ୍ରତିଶ୍ରୁତି ଦେଇଥିଲେ। [954, 2145, 1221, 2255]
purchase-ad: Land required for duplex/ Apartment in Bhubaneswar on sharing basis. Interested land owners/Agents/Brokers to Contact: 8093000604. [5, 2158, 185, 2241]
ad-text: 1200 sqft. gharabari boundary patta plot near Dhauli chaka, 8,76,000/-direct owner. 9438400633. [5, 886, 166, 945]
purchase-code: D-45272 [5, 2247, 40, 2257]
banner-line-2: In association with Haryana Odia Organizing Committee [1075, 1925, 1374, 1939]
classified-ad [192, 535, 380, 633]
